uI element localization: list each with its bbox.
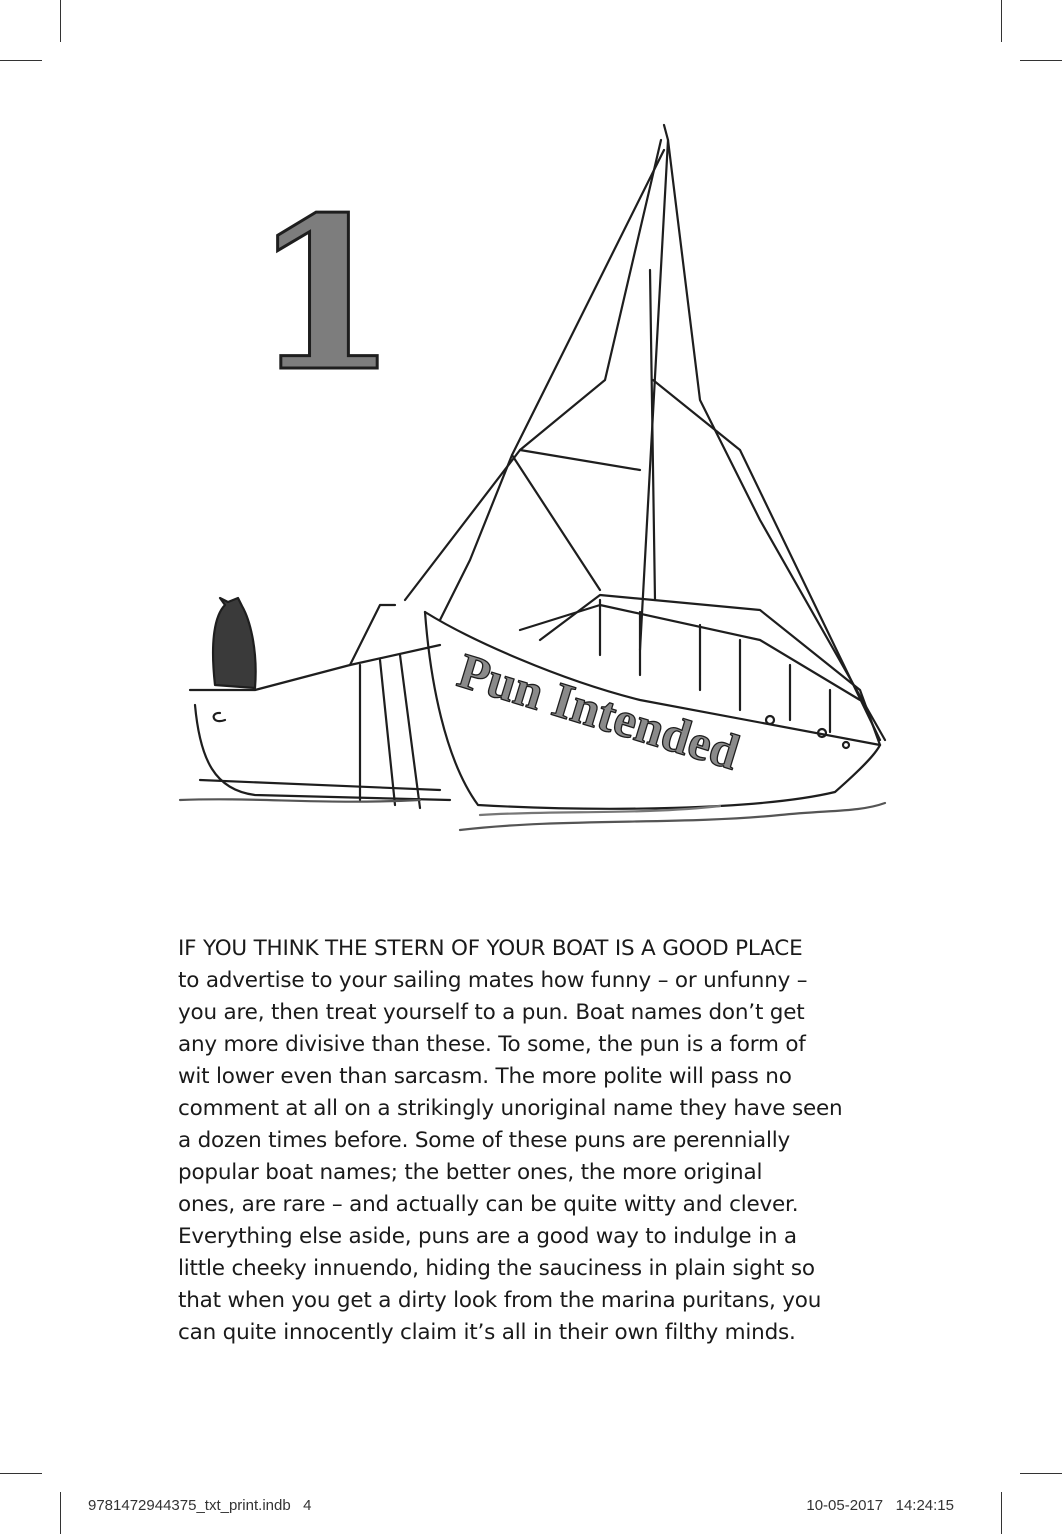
crop-mark	[1001, 0, 1002, 42]
body-line: to advertise to your sailing mates how funny – or unfunny –	[178, 968, 808, 993]
crop-mark	[1020, 60, 1062, 61]
boat-name: Pun Intended	[451, 641, 746, 781]
crop-mark	[60, 0, 61, 42]
crop-mark	[1001, 1492, 1002, 1534]
body-line: any more divisive than these. To some, the pun is a form of	[178, 1032, 806, 1057]
chapter-number: 1	[252, 171, 399, 418]
crop-mark	[0, 1473, 42, 1474]
lead-line: IF YOU THINK THE STERN OF YOUR BOAT IS A GOOD PLACE	[178, 936, 803, 961]
body-line: that when you get a dirty look from the marina puritans, you	[178, 1288, 822, 1313]
footer-file: 9781472944375_txt_print.indb 4	[88, 1497, 312, 1514]
body-line: Everything else aside, puns are a good way to indulge in a	[178, 1224, 797, 1249]
crop-mark	[1020, 1473, 1062, 1474]
body-line: popular boat names; the better ones, the more original	[178, 1160, 763, 1185]
crop-mark	[0, 60, 42, 61]
body-line: ones, are rare – and actually can be quite witty and clever.	[178, 1192, 799, 1217]
footer-timestamp: 10-05-2017 14:24:15	[806, 1497, 954, 1514]
body-line: a dozen times before. Some of these puns are perennially	[178, 1128, 791, 1153]
body-line: can quite innocently claim it’s all in their own filthy minds.	[178, 1320, 796, 1345]
body-line: you are, then treat yourself to a pun. Boat names don’t get	[178, 1000, 805, 1025]
body-line: little cheeky innuendo, hiding the sauciness in plain sight so	[178, 1256, 815, 1281]
chapter-body	[178, 933, 898, 1349]
crop-mark	[60, 1492, 61, 1534]
body-line: comment at all on a strikingly unoriginal name they have seen	[178, 1096, 843, 1121]
body-line: wit lower even than sarcasm. The more polite will pass no	[178, 1064, 792, 1089]
boat-illustration	[170, 115, 910, 850]
